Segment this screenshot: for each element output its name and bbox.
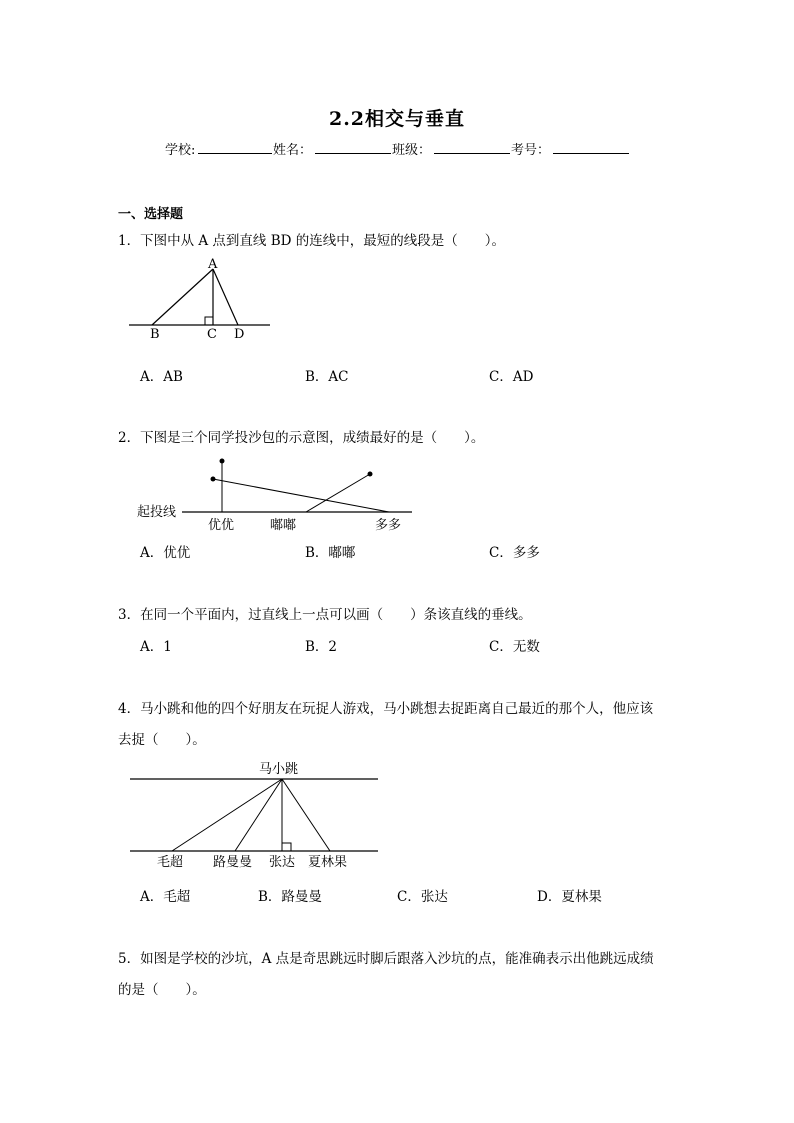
question-5-text-line1: 5．如图是学校的沙坑，A 点是奇思跳远时脚后跟落入沙坑的点，能准确表示出他跳远成绩 [118, 951, 654, 967]
name-label: 姓名： [273, 143, 313, 158]
zhangda-label: 张达 [269, 855, 296, 870]
exam-no-label: 考号： [511, 143, 551, 158]
q4-option-a[interactable]: A．毛超 [140, 889, 191, 905]
label-b: B [150, 327, 160, 342]
q2-option-c[interactable]: C．多多 [489, 545, 540, 561]
label-d: D [234, 327, 245, 342]
q2-option-b[interactable]: B．嘟嘟 [305, 545, 356, 561]
xialinguo-label: 夏林果 [308, 855, 348, 870]
q1-option-b[interactable]: B．AC [305, 369, 349, 385]
throw-line-label: 起投线 [137, 505, 177, 520]
question-5-text-line2: 的是（ ）。 [118, 982, 206, 998]
q3-option-b[interactable]: B．2 [305, 639, 338, 655]
school-label: 学校: [165, 143, 196, 158]
label-c: C [207, 327, 217, 342]
q1-option-a[interactable]: A．AB [140, 369, 183, 385]
question-3-text: 3．在同一个平面内，过直线上一点可以画（ ）条该直线的垂线。 [118, 607, 532, 623]
q3-option-c[interactable]: C．无数 [489, 639, 540, 655]
path-maochao [172, 779, 282, 851]
question-1-text: 1．下图中从 A 点到直线 BD 的连线中，最短的线段是（ ）。 [118, 233, 505, 249]
section-heading: 一、选择题 [118, 207, 184, 222]
class-label: 班级： [392, 143, 432, 158]
q2-option-a[interactable]: A．优优 [140, 545, 191, 561]
path-lumanman [235, 779, 282, 851]
youyou-label: 优优 [208, 518, 235, 533]
question-2-text: 2．下图是三个同学投沙包的示意图，成绩最好的是（ ）。 [118, 430, 485, 446]
path-xialinguo [282, 779, 330, 851]
q4-option-d[interactable]: D．夏林果 [537, 889, 602, 905]
q3-option-a[interactable]: A．1 [140, 639, 172, 655]
q4-option-b[interactable]: B．路曼曼 [258, 889, 322, 905]
page-title: 2.2相交与垂直 [328, 108, 466, 130]
maxiaotiao-label: 马小跳 [259, 762, 299, 777]
question-4-text-line2: 去捉（ ）。 [118, 732, 206, 748]
question-4-text-line1: 4．马小跳和他的四个好朋友在玩捉人游戏，马小跳想去捉距离自己最近的那个人，他应该 [118, 701, 654, 717]
right-angle-mark [282, 843, 291, 851]
duoduo-label: 多多 [375, 518, 402, 533]
q4-option-c[interactable]: C．张达 [397, 889, 448, 905]
maochao-label: 毛超 [157, 855, 184, 870]
label-a: A [208, 257, 218, 272]
dudu-label: 嘟嘟 [270, 518, 297, 533]
q1-option-c[interactable]: C．AD [489, 369, 534, 385]
lumanman-label: 路曼曼 [213, 855, 253, 870]
